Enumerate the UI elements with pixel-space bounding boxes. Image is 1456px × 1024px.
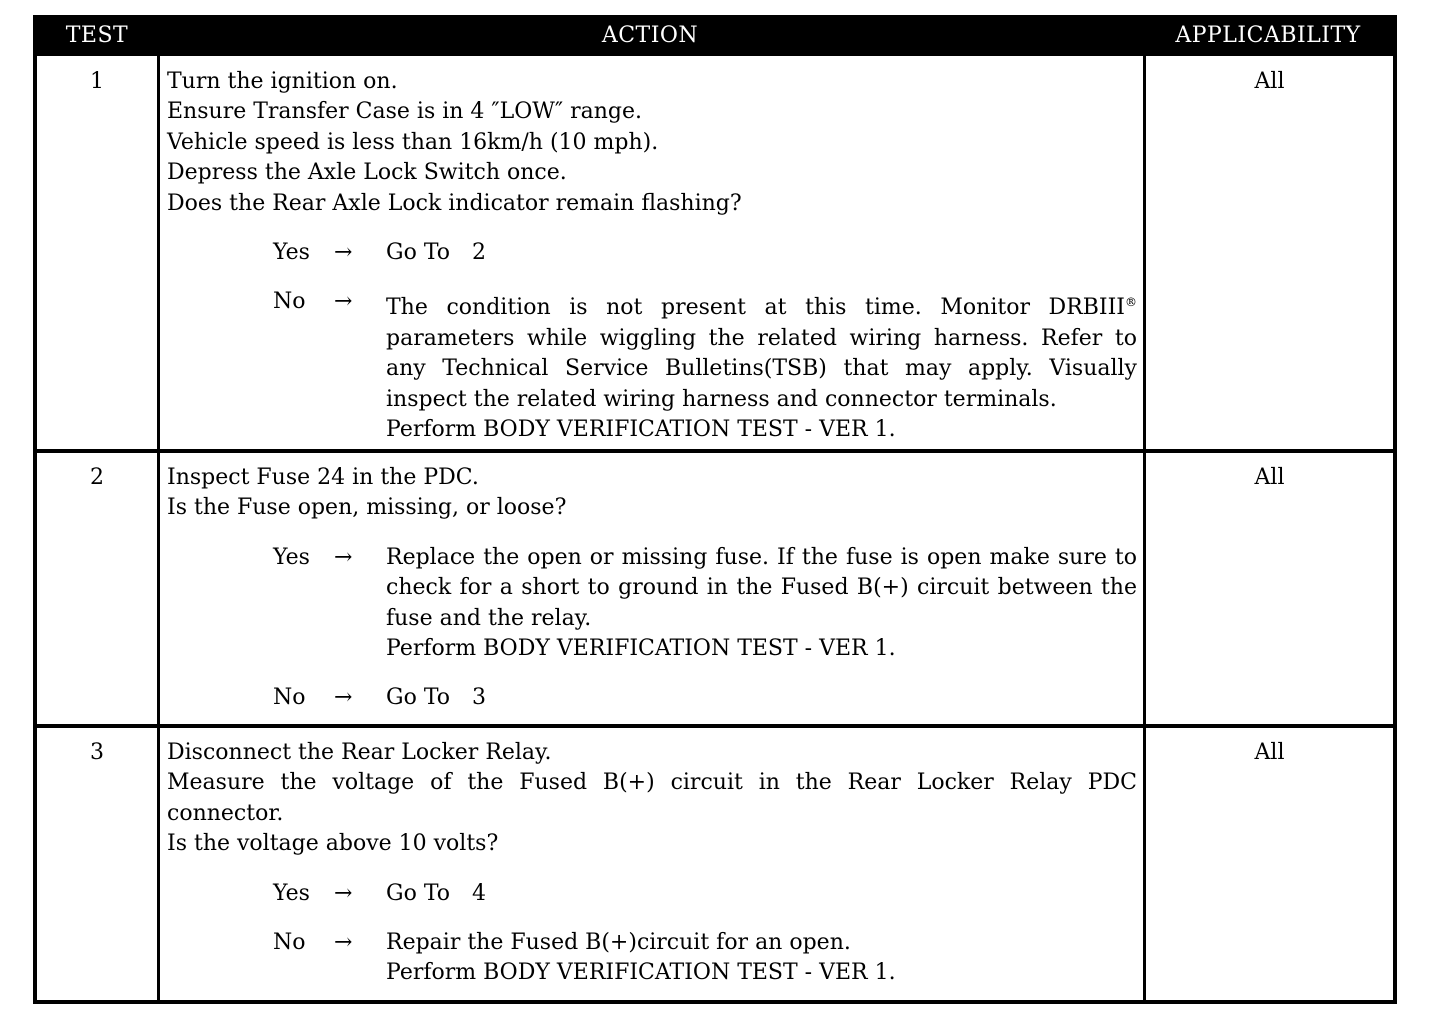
header-action: ACTION: [601, 23, 699, 48]
answer-text: any Technical Service Bulletins(TSB) that may apply. Visually: [386, 356, 1137, 382]
answer-text: Perform BODY VERIFICATION TEST - VER 1.: [386, 960, 896, 986]
yes-answer: [167, 238, 1137, 268]
action-cell: [167, 738, 1137, 989]
applicability-value: All: [1254, 465, 1285, 490]
no-answer: [167, 683, 1137, 713]
registered-mark: ®: [1125, 295, 1137, 310]
arrow-icon: →: [334, 289, 353, 315]
goto-text: Go To: [386, 240, 451, 266]
answer-text: Perform BODY VERIFICATION TEST - VER 1.: [386, 417, 896, 443]
arrow-icon: →: [334, 880, 353, 906]
action-cell: [167, 67, 1137, 445]
goto-text: Go To: [386, 880, 451, 906]
step-text: Vehicle speed is less than 16km/h (10 mph).: [167, 129, 659, 155]
step-text: Measure the voltage of the Fused B(+) circuit in the Rear Locker Relay PDC: [167, 770, 1137, 796]
row-divider: [37, 449, 1393, 453]
no-answer: [167, 928, 1137, 989]
step-text: Turn the ignition on.: [167, 69, 398, 94]
arrow-icon: →: [334, 240, 353, 266]
yes-label: Yes: [273, 544, 310, 570]
answer-text: Repair the Fused B(+)circuit for an open.: [386, 930, 851, 956]
step-text: Disconnect the Rear Locker Relay.: [167, 740, 552, 765]
no-label: No: [273, 289, 306, 315]
column-divider: [1143, 56, 1146, 1000]
goto-text: Go To: [386, 685, 451, 711]
step-text: Ensure Transfer Case is in 4 ″LOW″ range.: [167, 99, 642, 125]
goto-number: 2: [472, 240, 487, 266]
row-divider: [37, 724, 1393, 728]
answer-text: Perform BODY VERIFICATION TEST - VER 1.: [386, 636, 896, 662]
yes-answer: [167, 879, 1137, 909]
answer-text: The condition is not present at this time. Monitor DRBIII: [386, 295, 1125, 321]
answer-text: parameters while wiggling the related wiring harness. Refer to: [386, 325, 1137, 351]
yes-answer: [167, 543, 1137, 665]
diagnostic-table: [33, 15, 1397, 1004]
action-cell: [167, 463, 1137, 714]
no-label: No: [273, 930, 306, 956]
table-header: [37, 15, 1393, 56]
step-text: connector.: [167, 800, 284, 826]
arrow-icon: →: [334, 685, 353, 711]
header-applicability: APPLICABILITY: [1175, 23, 1361, 48]
yes-label: Yes: [273, 240, 310, 266]
answer-text: Replace the open or missing fuse. If the fuse is open make sure to: [386, 544, 1137, 570]
answer-text: fuse and the relay.: [386, 605, 592, 631]
test-number: 3: [90, 740, 104, 765]
step-text: Inspect Fuse 24 in the PDC.: [167, 465, 479, 490]
yes-label: Yes: [273, 880, 310, 906]
step-text: Is the voltage above 10 volts?: [167, 831, 499, 857]
arrow-icon: →: [334, 544, 353, 570]
answer-text: inspect the related wiring harness and connector terminals.: [386, 386, 1057, 412]
test-number: 1: [90, 69, 104, 94]
goto-number: 4: [472, 880, 487, 906]
header-test: TEST: [65, 23, 129, 48]
test-number: 2: [90, 465, 104, 490]
arrow-icon: →: [334, 930, 353, 956]
step-text: Is the Fuse open, missing, or loose?: [167, 495, 567, 521]
step-text: Depress the Axle Lock Switch once.: [167, 160, 567, 186]
no-label: No: [273, 685, 306, 711]
goto-number: 3: [472, 685, 487, 711]
applicability-value: All: [1254, 69, 1285, 94]
step-text: Does the Rear Axle Lock indicator remain flashing?: [167, 190, 742, 216]
no-answer: [167, 287, 1137, 445]
answer-text: check for a short to ground in the Fused B(+) circuit between the: [386, 575, 1137, 601]
applicability-value: All: [1254, 740, 1285, 765]
column-divider: [157, 56, 160, 1000]
